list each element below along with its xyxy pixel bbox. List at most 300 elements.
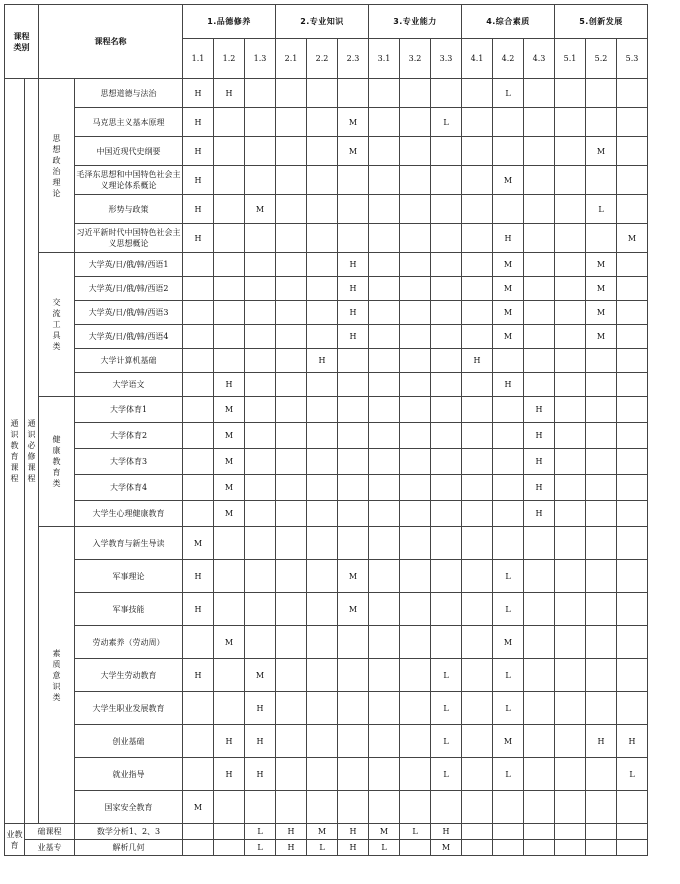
support-level-mark-text: M xyxy=(596,308,606,317)
support-level-mark xyxy=(524,725,555,758)
support-level-mark xyxy=(338,659,369,692)
support-level-mark xyxy=(617,791,648,824)
support-level-mark-text: M xyxy=(503,260,513,269)
support-level-mark xyxy=(586,501,617,527)
course-name-text: 创业基础 xyxy=(112,736,145,746)
support-level-mark xyxy=(214,560,245,593)
support-level-mark-text: M xyxy=(627,233,637,243)
support-level-mark xyxy=(617,108,648,137)
support-level-mark xyxy=(338,224,369,253)
support-level-mark xyxy=(369,79,400,108)
support-level-mark xyxy=(183,277,214,301)
support-level-mark xyxy=(307,692,338,725)
support-level-mark xyxy=(493,195,524,224)
course-row xyxy=(5,253,648,277)
support-level-mark xyxy=(524,758,555,791)
course-row xyxy=(5,108,648,137)
course-row xyxy=(5,325,648,349)
course-name xyxy=(75,195,183,224)
support-level-mark xyxy=(400,108,431,137)
support-level-mark xyxy=(276,166,307,195)
support-level-mark xyxy=(462,195,493,224)
support-level-mark xyxy=(183,325,214,349)
support-level-mark xyxy=(307,791,338,824)
support-level-mark xyxy=(245,840,276,856)
support-level-mark xyxy=(586,692,617,725)
category-health-education-text: 健康教育类 xyxy=(52,435,61,488)
sub-objective-header xyxy=(338,39,369,79)
course-name-text: 毛泽东思想和中国特色社会主义理论体系概论 xyxy=(76,170,181,190)
support-level-mark-text: H xyxy=(535,483,543,492)
support-level-mark-text: M xyxy=(348,117,358,127)
support-level-mark-text: L xyxy=(598,204,604,214)
course-name-text: 中国近现代史纲要 xyxy=(96,146,161,156)
course-name-text: 大学英/日/俄/韩/西语1 xyxy=(88,260,169,269)
support-level-mark xyxy=(183,349,214,373)
objective-group-header xyxy=(183,5,276,39)
support-level-mark xyxy=(524,397,555,423)
support-level-mark xyxy=(617,195,648,224)
support-level-mark xyxy=(307,725,338,758)
support-level-mark xyxy=(617,397,648,423)
category-basic-courses-text: 础课程 xyxy=(37,827,62,836)
support-level-mark xyxy=(214,277,245,301)
support-level-mark-text: H xyxy=(504,233,512,243)
support-level-mark xyxy=(586,758,617,791)
support-level-mark-text: H xyxy=(535,509,543,518)
support-level-mark-text: H xyxy=(194,604,202,614)
support-level-mark xyxy=(276,527,307,560)
support-level-mark xyxy=(493,840,524,856)
support-level-mark xyxy=(369,137,400,166)
support-level-mark xyxy=(462,659,493,692)
support-level-mark xyxy=(214,692,245,725)
category-ideology-text: 思想政治理论 xyxy=(52,133,61,198)
support-level-mark xyxy=(245,195,276,224)
support-level-mark-text: H xyxy=(225,736,233,746)
support-level-mark xyxy=(338,758,369,791)
support-level-mark xyxy=(431,659,462,692)
support-level-mark-text: M xyxy=(348,571,358,581)
support-level-mark-text: L xyxy=(505,769,511,779)
support-level-mark xyxy=(617,79,648,108)
support-level-mark xyxy=(431,560,462,593)
support-level-mark xyxy=(183,397,214,423)
support-level-mark-text: M xyxy=(596,260,606,269)
support-level-mark-text: H xyxy=(349,308,357,317)
support-level-mark xyxy=(245,824,276,840)
support-level-mark-text: H xyxy=(349,827,357,836)
support-level-mark xyxy=(617,325,648,349)
support-level-mark xyxy=(276,659,307,692)
support-level-mark xyxy=(276,791,307,824)
support-level-mark xyxy=(276,277,307,301)
support-level-mark xyxy=(617,423,648,449)
support-level-mark-text: H xyxy=(256,703,264,713)
support-level-mark xyxy=(586,725,617,758)
support-level-mark xyxy=(431,840,462,856)
course-row xyxy=(5,277,648,301)
support-level-mark xyxy=(400,397,431,423)
support-level-mark xyxy=(338,277,369,301)
support-level-mark xyxy=(276,224,307,253)
support-level-mark xyxy=(307,166,338,195)
support-level-mark xyxy=(245,137,276,166)
support-level-mark xyxy=(493,108,524,137)
support-level-mark xyxy=(183,692,214,725)
course-row xyxy=(5,593,648,626)
course-name-text: 习近平新时代中国特色社会主义思想概论 xyxy=(76,228,181,248)
course-name-text: 大学体育4 xyxy=(109,483,148,492)
support-level-mark xyxy=(369,108,400,137)
support-level-mark xyxy=(524,277,555,301)
support-level-mark xyxy=(555,593,586,626)
support-level-mark-text: L xyxy=(443,703,449,713)
support-level-mark xyxy=(369,325,400,349)
support-level-mark-text: H xyxy=(256,736,264,746)
support-level-mark xyxy=(524,108,555,137)
support-level-mark xyxy=(276,325,307,349)
support-level-mark xyxy=(493,791,524,824)
sub-objective-header xyxy=(276,39,307,79)
support-level-mark xyxy=(214,253,245,277)
support-level-mark xyxy=(555,449,586,475)
support-level-mark xyxy=(214,758,245,791)
support-level-mark xyxy=(555,349,586,373)
category-ideology xyxy=(39,79,75,253)
support-level-mark xyxy=(369,277,400,301)
support-level-mark xyxy=(338,195,369,224)
support-level-mark xyxy=(586,195,617,224)
support-level-mark-text: M xyxy=(224,509,234,518)
course-row xyxy=(5,166,648,195)
course-name-text: 大学英/日/俄/韩/西语4 xyxy=(88,332,169,341)
support-level-mark xyxy=(555,692,586,725)
course-name-text: 大学体育2 xyxy=(109,431,148,440)
support-level-mark-text: L xyxy=(505,703,511,713)
support-level-mark xyxy=(338,108,369,137)
course-name-text: 国家安全教育 xyxy=(104,802,153,812)
support-level-mark xyxy=(245,253,276,277)
category-general-education xyxy=(5,79,25,824)
support-level-mark xyxy=(617,137,648,166)
support-level-mark xyxy=(555,137,586,166)
course-name xyxy=(75,659,183,692)
sub-objective-header-text: 5.1 xyxy=(563,54,577,63)
course-row xyxy=(5,659,648,692)
course-row xyxy=(5,791,648,824)
support-level-mark xyxy=(307,108,338,137)
support-level-mark xyxy=(214,626,245,659)
support-level-mark xyxy=(183,137,214,166)
support-level-mark xyxy=(586,397,617,423)
support-level-mark-text: L xyxy=(505,670,511,680)
course-name-text: 大学英/日/俄/韩/西语2 xyxy=(88,284,169,293)
support-level-mark xyxy=(493,758,524,791)
support-level-mark xyxy=(400,79,431,108)
support-level-mark xyxy=(214,593,245,626)
support-level-mark-text: M xyxy=(503,332,513,341)
support-level-mark xyxy=(183,224,214,253)
category-quality-awareness-text: 素质意识类 xyxy=(52,648,61,702)
support-level-mark-text: L xyxy=(381,843,387,852)
support-level-mark xyxy=(462,692,493,725)
support-level-mark-text: M xyxy=(317,827,327,836)
category-professional-basic xyxy=(25,840,75,856)
support-level-mark xyxy=(276,253,307,277)
support-level-mark xyxy=(214,791,245,824)
support-level-mark xyxy=(245,791,276,824)
support-level-mark xyxy=(276,824,307,840)
support-level-mark xyxy=(400,758,431,791)
support-level-mark xyxy=(307,195,338,224)
support-level-mark xyxy=(555,108,586,137)
support-level-mark xyxy=(369,423,400,449)
support-level-mark xyxy=(462,449,493,475)
support-level-mark xyxy=(431,195,462,224)
support-level-mark xyxy=(245,626,276,659)
support-level-mark xyxy=(369,824,400,840)
support-level-mark xyxy=(369,397,400,423)
course-name xyxy=(75,449,183,475)
support-level-mark xyxy=(183,527,214,560)
support-level-mark xyxy=(183,840,214,856)
support-level-mark-text: H xyxy=(287,843,295,852)
support-level-mark xyxy=(555,277,586,301)
support-level-mark xyxy=(617,224,648,253)
support-level-mark xyxy=(462,397,493,423)
support-level-mark xyxy=(524,840,555,856)
support-level-mark xyxy=(338,373,369,397)
course-name-text: 入学教育与新生导读 xyxy=(92,538,165,548)
support-level-mark-text: M xyxy=(224,457,234,466)
support-level-mark xyxy=(400,501,431,527)
support-level-mark xyxy=(400,824,431,840)
support-level-mark-text: M xyxy=(503,736,513,746)
support-level-mark xyxy=(276,108,307,137)
support-level-mark xyxy=(214,195,245,224)
support-level-mark xyxy=(431,527,462,560)
support-level-mark xyxy=(183,626,214,659)
support-level-mark-text: M xyxy=(596,332,606,341)
support-level-mark-text: H xyxy=(597,736,605,746)
sub-objective-header xyxy=(462,39,493,79)
support-level-mark xyxy=(400,791,431,824)
support-level-mark xyxy=(369,373,400,397)
support-level-mark xyxy=(369,253,400,277)
support-level-mark xyxy=(183,449,214,475)
support-level-mark xyxy=(431,501,462,527)
course-name-text: 大学英/日/俄/韩/西语3 xyxy=(88,308,169,317)
objective-group-header-text: 1.品德修养 xyxy=(207,17,251,26)
support-level-mark xyxy=(555,325,586,349)
support-level-mark xyxy=(307,277,338,301)
support-level-mark xyxy=(524,166,555,195)
category-professional-education xyxy=(5,824,25,856)
support-level-mark xyxy=(524,527,555,560)
support-level-mark xyxy=(338,501,369,527)
objective-group-header-text: 3.专业能力 xyxy=(393,17,437,26)
support-level-mark xyxy=(338,301,369,325)
support-level-mark xyxy=(431,349,462,373)
objective-group-header xyxy=(555,5,648,39)
support-level-mark xyxy=(555,79,586,108)
support-level-mark xyxy=(369,758,400,791)
course-name xyxy=(75,423,183,449)
support-level-mark xyxy=(400,560,431,593)
support-level-mark-text: H xyxy=(535,431,543,440)
objective-group-header xyxy=(369,5,462,39)
support-level-mark xyxy=(245,325,276,349)
support-level-mark xyxy=(493,325,524,349)
support-level-mark xyxy=(400,373,431,397)
support-level-mark xyxy=(338,423,369,449)
support-level-mark-text: H xyxy=(318,356,326,365)
support-level-mark xyxy=(524,791,555,824)
course-name xyxy=(75,397,183,423)
support-level-mark xyxy=(555,791,586,824)
course-row xyxy=(5,725,648,758)
support-level-mark xyxy=(276,475,307,501)
support-level-mark xyxy=(400,277,431,301)
course-row xyxy=(5,758,648,791)
support-level-mark xyxy=(183,373,214,397)
support-level-mark xyxy=(400,301,431,325)
support-level-mark xyxy=(307,659,338,692)
course-name xyxy=(75,626,183,659)
support-level-mark-text: H xyxy=(194,146,202,156)
support-level-mark xyxy=(245,373,276,397)
support-level-mark xyxy=(617,758,648,791)
support-level-mark xyxy=(338,79,369,108)
support-level-mark xyxy=(276,137,307,166)
support-level-mark xyxy=(245,593,276,626)
support-level-mark-text: M xyxy=(596,146,606,156)
course-name xyxy=(75,527,183,560)
support-level-mark xyxy=(617,692,648,725)
support-level-mark xyxy=(493,593,524,626)
category-general-required xyxy=(25,79,39,824)
support-level-mark xyxy=(245,725,276,758)
support-level-mark xyxy=(338,692,369,725)
support-level-mark xyxy=(214,475,245,501)
support-level-mark xyxy=(524,501,555,527)
support-level-mark xyxy=(338,725,369,758)
support-level-mark xyxy=(462,725,493,758)
support-level-mark-text: M xyxy=(193,802,203,812)
course-name xyxy=(75,79,183,108)
support-level-mark xyxy=(462,527,493,560)
support-level-mark-text: M xyxy=(503,637,513,647)
support-level-mark xyxy=(307,824,338,840)
support-level-mark-text: H xyxy=(349,843,357,852)
support-level-mark xyxy=(617,560,648,593)
support-level-mark xyxy=(338,325,369,349)
support-level-mark xyxy=(183,108,214,137)
category-health-education xyxy=(39,397,75,527)
support-level-mark xyxy=(431,224,462,253)
sub-objective-header-text: 5.2 xyxy=(594,54,608,63)
support-level-mark xyxy=(245,692,276,725)
support-level-mark xyxy=(524,659,555,692)
sub-objective-header xyxy=(493,39,524,79)
objective-group-header xyxy=(276,5,369,39)
support-level-mark xyxy=(493,253,524,277)
support-level-mark xyxy=(555,195,586,224)
support-level-mark xyxy=(183,301,214,325)
support-level-mark xyxy=(462,79,493,108)
sub-objective-header-text: 2.2 xyxy=(315,54,329,63)
support-level-mark-text: M xyxy=(503,175,513,185)
support-level-mark xyxy=(183,824,214,840)
support-level-mark xyxy=(493,423,524,449)
support-level-mark xyxy=(369,692,400,725)
support-level-mark xyxy=(214,423,245,449)
support-level-mark xyxy=(245,349,276,373)
support-level-mark-text: L xyxy=(505,88,511,98)
course-name xyxy=(75,593,183,626)
support-level-mark xyxy=(586,475,617,501)
support-level-mark xyxy=(524,253,555,277)
support-level-mark xyxy=(493,349,524,373)
support-level-mark xyxy=(462,423,493,449)
support-level-mark-text: L xyxy=(443,736,449,746)
support-level-mark xyxy=(555,840,586,856)
category-communication-tools-text: 交流工具类 xyxy=(52,298,61,351)
support-level-mark-text: H xyxy=(504,380,512,389)
support-level-mark xyxy=(524,560,555,593)
support-level-mark xyxy=(183,195,214,224)
support-level-mark xyxy=(586,840,617,856)
support-level-mark xyxy=(493,277,524,301)
support-level-mark-text: H xyxy=(535,457,543,466)
support-level-mark xyxy=(369,593,400,626)
sub-objective-header-text: 4.3 xyxy=(532,54,546,63)
support-level-mark xyxy=(400,137,431,166)
sub-objective-header-text: 3.2 xyxy=(408,54,422,63)
support-level-mark xyxy=(462,373,493,397)
support-level-mark xyxy=(555,626,586,659)
support-level-mark xyxy=(617,501,648,527)
support-level-mark-text: H xyxy=(194,233,202,243)
support-level-mark xyxy=(555,475,586,501)
support-level-mark xyxy=(586,791,617,824)
support-level-mark xyxy=(400,840,431,856)
course-row xyxy=(5,349,648,373)
support-level-mark xyxy=(462,137,493,166)
support-level-mark-text: M xyxy=(224,431,234,440)
support-level-mark xyxy=(338,137,369,166)
support-level-mark xyxy=(493,397,524,423)
support-level-mark xyxy=(462,560,493,593)
support-level-mark-text: H xyxy=(194,670,202,680)
support-level-mark xyxy=(307,253,338,277)
course-name-text: 劳动素养（劳动周） xyxy=(92,637,165,647)
support-level-mark xyxy=(400,349,431,373)
support-level-mark xyxy=(214,449,245,475)
support-level-mark xyxy=(617,475,648,501)
support-level-mark xyxy=(245,560,276,593)
course-row xyxy=(5,195,648,224)
support-level-mark xyxy=(214,501,245,527)
support-level-mark xyxy=(555,725,586,758)
objective-group-header-text: 4.综合素质 xyxy=(486,17,530,26)
course-name xyxy=(75,501,183,527)
support-level-mark xyxy=(524,692,555,725)
support-level-mark xyxy=(245,397,276,423)
support-level-mark xyxy=(617,527,648,560)
support-level-mark xyxy=(338,791,369,824)
